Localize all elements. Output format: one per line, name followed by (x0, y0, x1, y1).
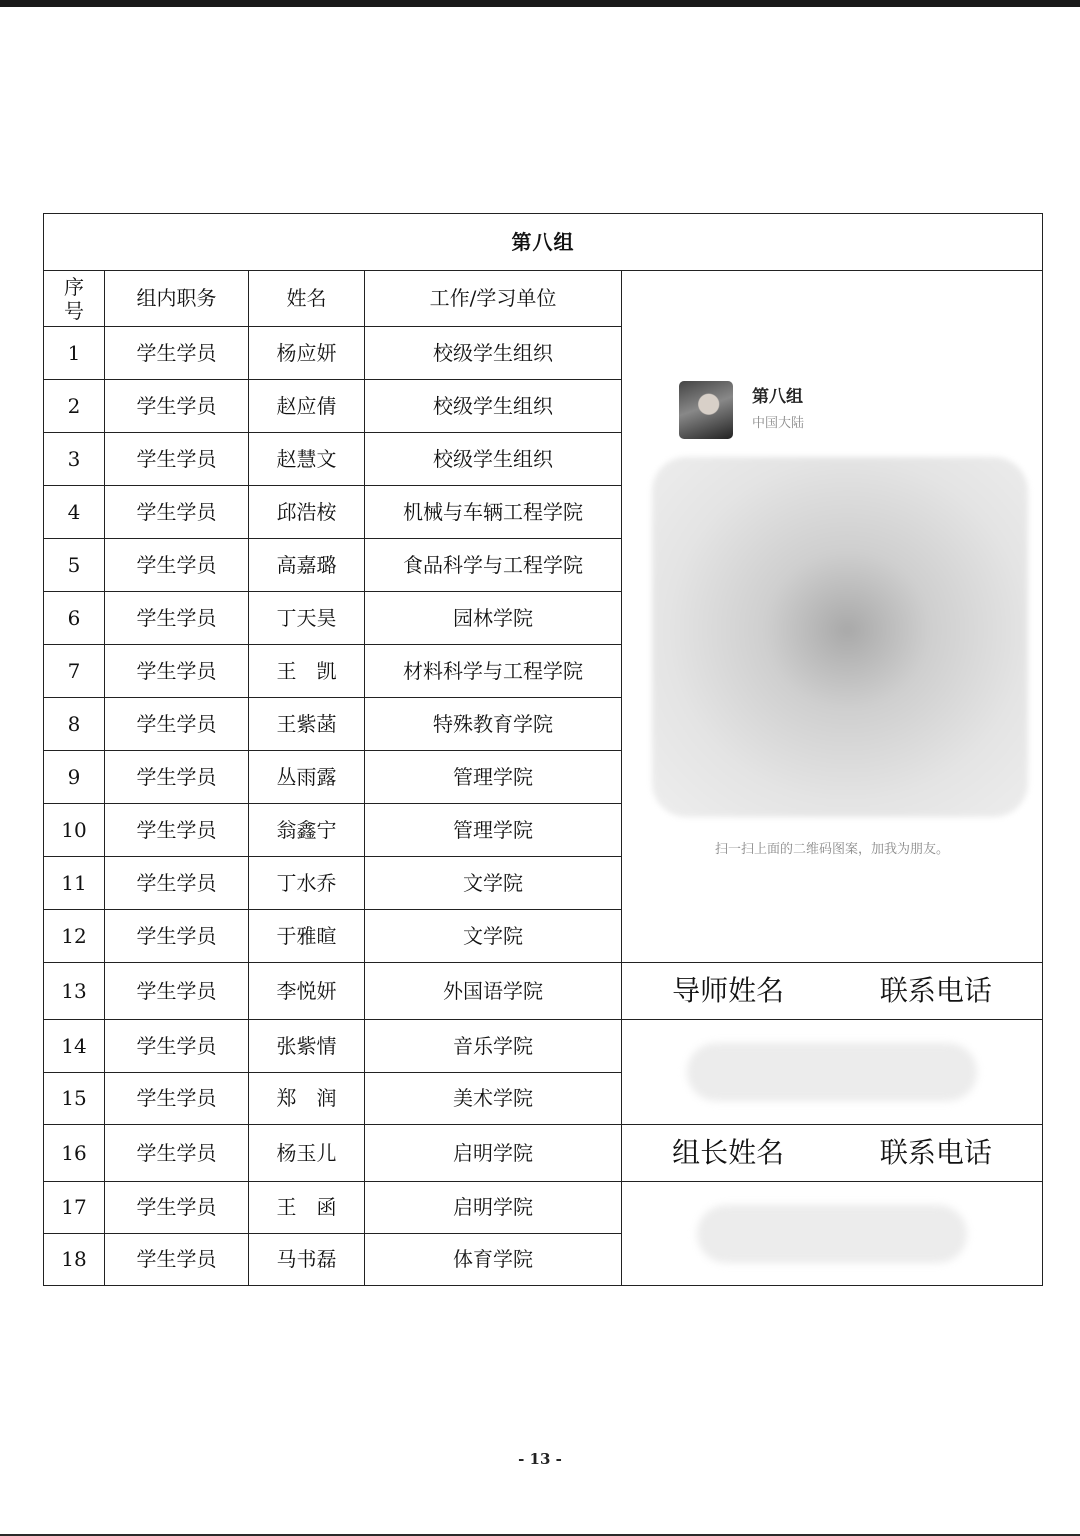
header-unit: 工作/学习单位 (365, 271, 622, 327)
table-row: 12 学生学员 于雅暄 文学院 (44, 910, 1043, 963)
group-roster-table (43, 213, 1043, 1286)
group-title: 第八组 (44, 214, 1043, 271)
mentor-contact-redacted (622, 1020, 1043, 1125)
table-row: 6 学生学员 丁天昊 园林学院 (44, 592, 1043, 645)
header-row (44, 271, 1043, 327)
mentor-phone-label: 联系电话 (879, 973, 992, 1007)
table-row: 11 学生学员 丁水乔 文学院 (44, 857, 1043, 910)
blurred-qr-code (652, 457, 1028, 817)
table-row: 1 学生学员 杨应妍 校级学生组织 (44, 327, 1043, 380)
table-row: 18 学生学员 马书磊 体育学院 (44, 1234, 1043, 1286)
mentor-name-label: 导师姓名 (672, 973, 785, 1007)
header-name: 姓名 (249, 271, 365, 327)
table-row: 8 学生学员 王紫菡 特殊教育学院 (44, 698, 1043, 751)
leader-contact-redacted (622, 1182, 1043, 1286)
mentor-header (622, 963, 1043, 1020)
leader-phone-label: 联系电话 (879, 1135, 992, 1169)
page-number: - 13 - (518, 1450, 562, 1468)
top-edge-bar (0, 0, 1080, 7)
table-row: 15 学生学员 郑 润 美术学院 (44, 1073, 1043, 1125)
leader-header (622, 1125, 1043, 1182)
redaction-blur (687, 1043, 977, 1101)
wechat-region: 中国大陆 (752, 416, 805, 431)
table-row: 17 学生学员 王 函 启明学院 (44, 1182, 1043, 1234)
table-row: 13 学生学员 李悦妍 外国语学院 导师姓名 联系电话 (44, 963, 1043, 1020)
table-row: 16 学生学员 杨玉儿 启明学院 组长姓名 联系电话 (44, 1125, 1043, 1182)
leader-name-label: 组长姓名 (672, 1135, 785, 1169)
wechat-group-name: 第八组 (752, 387, 803, 407)
header-seq: 序 号 (44, 271, 105, 327)
table-row: 10 学生学员 翁鑫宁 管理学院 (44, 804, 1043, 857)
header-role: 组内职务 (105, 271, 249, 327)
table-row: 5 学生学员 高嘉璐 食品科学与工程学院 (44, 539, 1043, 592)
table-row: 4 学生学员 邱浩桉 机械与车辆工程学院 (44, 486, 1043, 539)
table-row: 14 学生学员 张紫情 音乐学院 (44, 1020, 1043, 1073)
table-row: 7 学生学员 王 凯 材料科学与工程学院 (44, 645, 1043, 698)
wechat-qr-card (622, 271, 1043, 963)
table-row: 2 学生学员 赵应倩 校级学生组织 (44, 380, 1043, 433)
group-avatar-icon (679, 381, 733, 439)
redaction-blur (697, 1205, 967, 1263)
table-row: 3 学生学员 赵慧文 校级学生组织 (44, 433, 1043, 486)
qr-scan-hint: 扫一扫上面的二维码图案，加我为朋友。 (715, 842, 950, 857)
table-row: 9 学生学员 丛雨露 管理学院 (44, 751, 1043, 804)
